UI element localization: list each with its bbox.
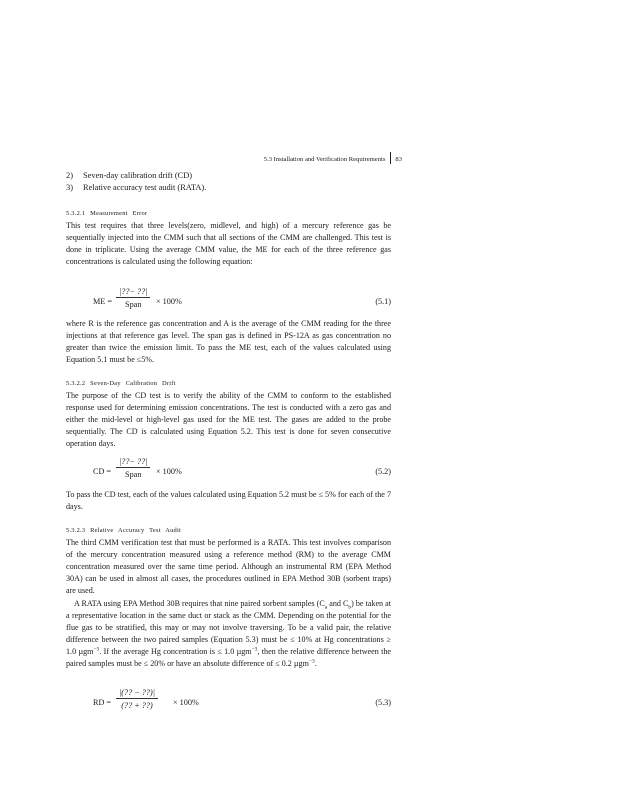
equation-rhs: × 100%	[156, 467, 182, 476]
subscript: a	[324, 604, 328, 611]
section-heading-rata: 5.3.2.3 Relative Accuracy Test Audit	[66, 527, 182, 534]
equation-fraction	[116, 457, 150, 479]
text-run: . If the average Hg concentration is ≤ 1.0 µgm	[99, 647, 252, 657]
section-heading-calibration-drift: 5.3.2.2 Seven-Day Calibration Drift	[66, 380, 176, 387]
list-item	[66, 182, 206, 194]
equation-numerator: |??− ??|	[119, 287, 148, 296]
equation-numerator: |(?? − ??)|	[119, 688, 155, 697]
list-item-number: 3)	[66, 183, 73, 193]
list-item	[66, 170, 206, 182]
superscript: −3	[308, 658, 315, 665]
equation-number: (5.3)	[375, 698, 391, 707]
equation-number: (5.2)	[375, 467, 391, 476]
equation-numerator: |??− ??|	[119, 457, 148, 466]
running-head-section: 5.3 Installation and Verification Requirements	[263, 156, 386, 163]
equation-fraction	[116, 287, 150, 309]
page-number: 83	[395, 156, 402, 163]
equation-rhs: × 100%	[156, 297, 182, 306]
equation-5-2	[66, 457, 391, 487]
section-heading-measurement-error: 5.3.2.1 Measurement Error	[66, 210, 148, 217]
paragraph-me-intro: This test requires that three levels(zero, midlevel, and high) of a mercury reference gas be sequentially injected into the CMM such that all sections of the CMM are challenged. This test is done in triplicate. Using the average CMM value, the ME for each of the three reference gas concentrations is calculated using the following equation:	[66, 221, 391, 267]
running-head	[66, 152, 402, 164]
paragraph-cd-intro: The purpose of the CD test is to verify the ability of the CMM to conform to the established response used for determining emission concentrations. The test is conducted with a zero gas and either the mid-level or high-level gas used for the ME test. The gases are added to the probe sequentially. The CD is calculated using Equation 5.2. This test is done for seven consecutive operation days.	[66, 391, 391, 449]
subscript: b	[348, 604, 352, 611]
equation-denominator: (?? + ??)	[121, 701, 153, 710]
list-item-text: Seven-day calibration drift (CD)	[83, 171, 193, 180]
text-run: , then the relative difference between the paired samples must be ≤ 20% or have an absolute difference of ≤ 0.2 µgm	[66, 647, 391, 669]
equation-number: (5.1)	[375, 297, 391, 306]
list-item-text: Relative accuracy test audit (RATA).	[83, 183, 207, 193]
equation-denominator: Span	[125, 470, 142, 479]
superscript: −3	[251, 646, 258, 653]
equation-denominator: Span	[125, 300, 142, 309]
equation-5-1	[66, 287, 391, 317]
test-list	[66, 170, 206, 194]
equation-fraction	[116, 688, 158, 710]
text-run: A RATA using EPA Method 30B requires that nine paired sorbent samples (C	[74, 599, 325, 608]
equation-lhs: CD =	[93, 467, 112, 476]
paragraph-me-definition: where R is the reference gas concentration and A is the average of the CMM reading for the three injections at that reference gas level. The span gas is defined in PS-12A as gas concentration no greater than twice the emission limit. To pass the ME test, each of the values calculated using Equation 5.1 must be ≤5%.	[66, 319, 391, 365]
paragraph-rata-intro: The third CMM verification test that must be performed is a RATA. This test involves comparison of the mercury concentration measured using a reference method (RM) to the average CMM concentration measured over the same time period. Although an instrumental RM (EPA Method 30A) can be used in almost all cases, the procedures outlined in EPA Method 30B (sorbent traps) are used.	[66, 538, 391, 596]
paragraph-cd-pass: To pass the CD test, each of the values calculated using Equation 5.2 must be ≤ 5% for each of the 7 days.	[66, 490, 391, 512]
paragraph-rata-samples	[66, 598, 391, 671]
text-run: .	[314, 659, 317, 669]
fraction-line	[116, 698, 158, 699]
equation-lhs: ME =	[93, 297, 112, 306]
list-item-number: 2)	[66, 171, 73, 180]
equation-rhs: × 100%	[173, 698, 199, 707]
text-run: and C	[327, 599, 349, 608]
superscript: −3	[93, 646, 100, 653]
equation-5-3	[66, 688, 391, 718]
running-head-divider	[390, 152, 391, 164]
text-run: ) be taken at a representative location in the same duct or stack as the CMM. Depending on the potential for the flue gas to be stratified, this may or may not involve traversing. To be a valid pair, the relative difference between the two paired samples (Equation 5.3) must be ≤ 10% at Hg concentrations ≥ 1.0 µgm	[66, 599, 391, 657]
equation-lhs: RD =	[93, 698, 112, 707]
fraction-line	[116, 297, 150, 298]
fraction-line	[116, 467, 150, 468]
